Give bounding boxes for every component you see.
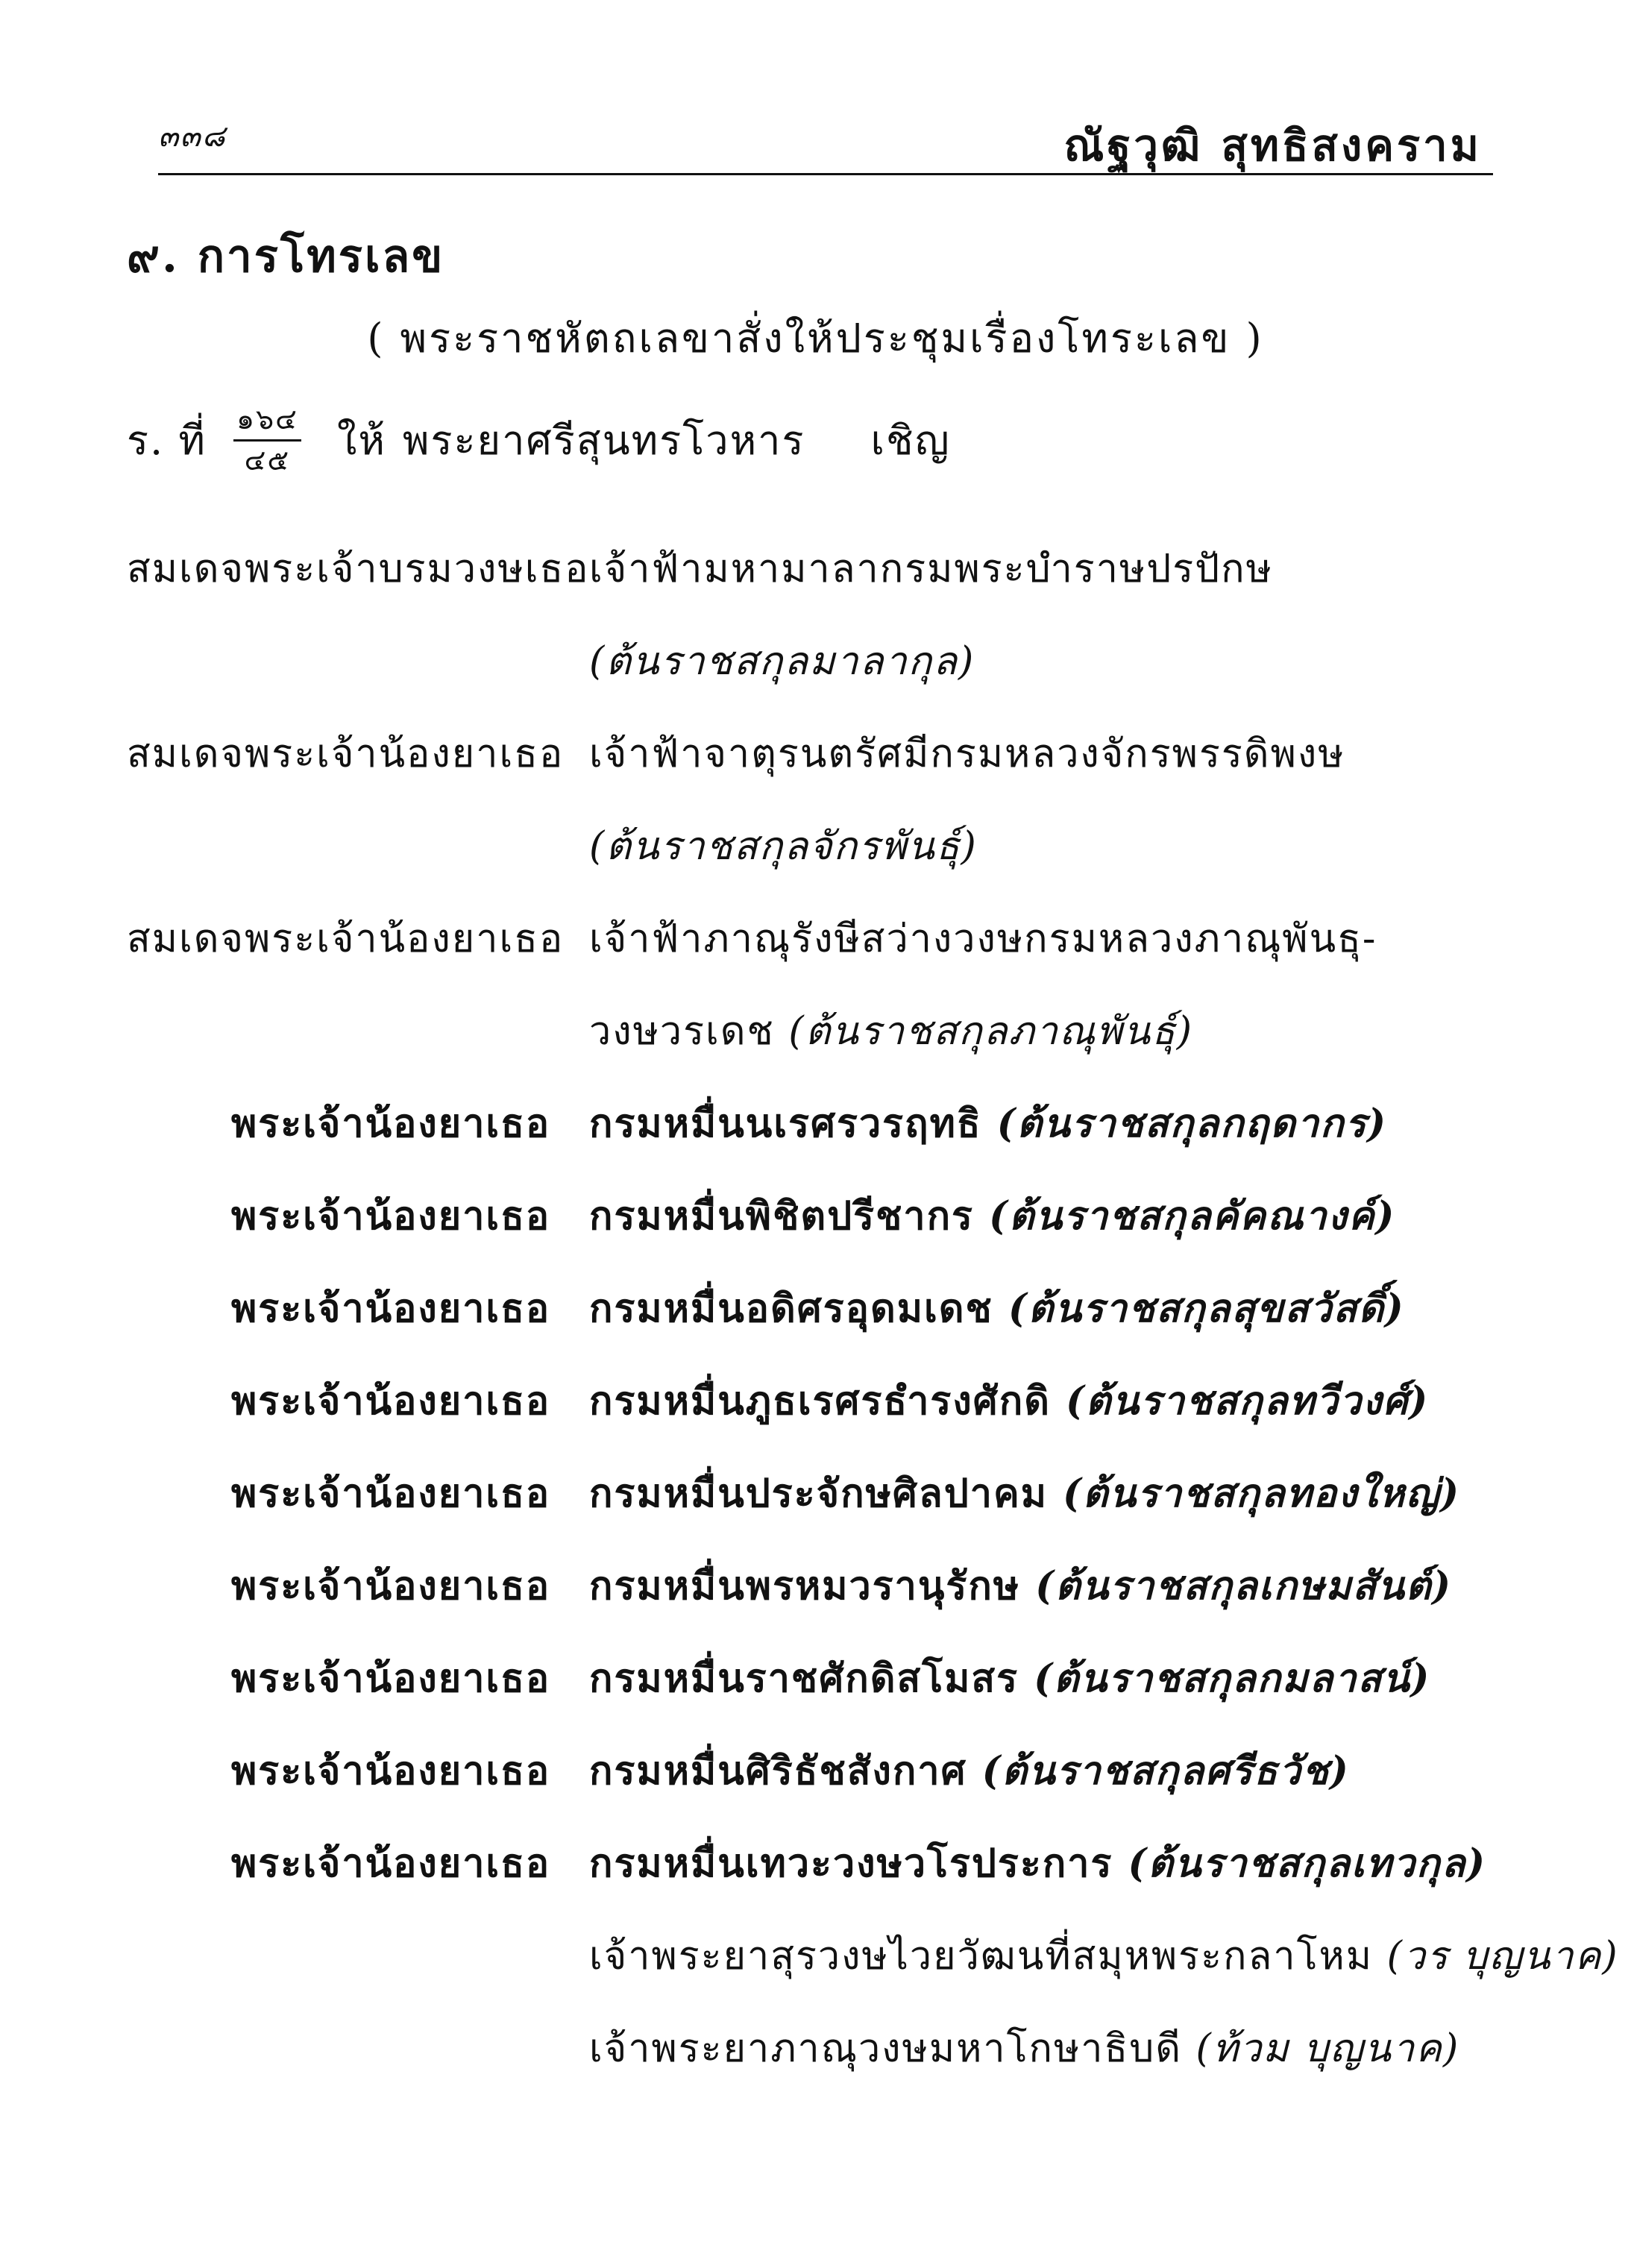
header-rule: [158, 173, 1493, 175]
entry-name: [589, 999, 1193, 1061]
reference-prefix: ร. ที่: [127, 417, 207, 464]
entry-lineage: (ต้นราชสกุลเทวกุล): [1128, 1841, 1487, 1886]
entry-lineage: (ต้นราชสกุลศรีธวัช): [981, 1748, 1350, 1794]
list-item: [0, 1077, 1631, 1169]
entry-name: [589, 1924, 1619, 1986]
entry-name: [589, 907, 1377, 969]
entry-name-text: กรมหมื่นเทวะวงษวโรประการ: [589, 1841, 1113, 1886]
entry-name-text: กรมหมื่นประจักษศิลปาคม: [589, 1471, 1049, 1516]
reference-action: เชิญ: [870, 417, 951, 464]
entry-name: [589, 1369, 1429, 1431]
entry-name: [589, 722, 1345, 784]
entry-name-text: เจ้าฟ้าภาณุรังษีสว่างวงษกรมหลวงภาณุพันธุ-: [589, 917, 1377, 961]
reference-line: [127, 388, 951, 492]
entry-title: สมเดจพระเจ้าน้องยาเธอ: [127, 917, 565, 961]
list-item: [0, 1909, 1631, 2002]
entry-list: [0, 522, 1631, 2094]
fraction-denominator: ๔๕: [244, 443, 291, 477]
list-item: [0, 707, 1631, 800]
fraction-numerator: ๑๖๔: [233, 403, 301, 442]
entry-lineage: (ต้นราชสกุลจักรพันธุ์): [589, 824, 978, 869]
list-item: [0, 1632, 1631, 1724]
entry-name: [589, 629, 975, 691]
list-item: [0, 800, 1631, 892]
entry-title: พระเจ้าน้องยาเธอ: [231, 1563, 551, 1609]
entry-name-text: เจ้าพระยาภาณุวงษมหาโกษาธิบดี: [589, 2026, 1182, 2071]
entry-lineage: (ต้นราชสกุลทวีวงศ์): [1066, 1378, 1430, 1424]
running-head: ณัฐวุฒิ สุทธิสงคราม: [1063, 120, 1482, 171]
entry-name-text: กรมหมื่นพิชิตปรีชากร: [589, 1193, 974, 1239]
entry-name-text: กรมหมื่นราชศักดิสโมสร: [589, 1656, 1019, 1701]
entry-lineage: (ต้นราชสกุลมาลากุล): [589, 639, 975, 684]
entry-name: [589, 1092, 1387, 1154]
entry-name: [589, 1277, 1405, 1339]
list-item: [0, 1724, 1631, 1817]
entry-title: พระเจ้าน้องยาเธอ: [231, 1748, 551, 1794]
entry-name: [589, 1462, 1460, 1524]
entry-name-text: เจ้าฟ้าจาตุรนตรัศมีกรมหลวงจักรพรรดิพงษ: [589, 732, 1345, 776]
entry-name: [589, 2017, 1459, 2079]
entry-title: พระเจ้าน้องยาเธอ: [231, 1101, 551, 1146]
list-item: [0, 1817, 1631, 1909]
reference-verb: ให้: [336, 417, 386, 464]
entry-lineage: (ต้นราชสกุลคัคณางค์): [989, 1193, 1396, 1239]
entry-title: พระเจ้าน้องยาเธอ: [231, 1471, 551, 1516]
entry-title: สมเดจพระเจ้าบรมวงษเธอ: [127, 547, 590, 591]
list-item: [0, 1169, 1631, 1262]
entry-name-text: เจ้าพระยาสุรวงษไวยวัฒนที่สมุหพระกลาโหม: [589, 1934, 1374, 1979]
section-subtitle: ( พระราชหัตถเลขาสั่งให้ประชุมเรื่องโทระเลข ): [367, 315, 1264, 362]
entry-title: พระเจ้าน้องยาเธอ: [231, 1286, 551, 1331]
entry-name: [589, 1647, 1430, 1709]
reference-person: พระยาศรีสุนทรโวหาร: [402, 417, 805, 464]
entry-lineage: (ต้นราชสกุลเกษมสันต์): [1035, 1563, 1453, 1609]
list-item: [0, 1354, 1631, 1447]
entry-title: พระเจ้าน้องยาเธอ: [231, 1193, 551, 1239]
entry-title: พระเจ้าน้องยาเธอ: [231, 1378, 551, 1424]
section-title: ๙. การโทรเลข: [127, 230, 445, 283]
entry-lineage: (ต้นราชสกุลกฤดากร): [996, 1101, 1388, 1146]
entry-name: [589, 1832, 1486, 1894]
list-item: [0, 1539, 1631, 1632]
entry-name-text: วงษวรเดช: [589, 1009, 775, 1054]
list-item: [0, 2002, 1631, 2094]
entry-lineage: (ต้นราชสกุลกมลาสน์): [1034, 1656, 1431, 1701]
entry-name: [589, 814, 978, 876]
entry-name-text: กรมหมื่นพรหมวรานุรักษ: [589, 1563, 1021, 1609]
entry-name-text: กรมหมื่นศิริธัชสังกาศ: [589, 1748, 967, 1794]
entry-name: [589, 1554, 1452, 1616]
entry-name-text: กรมหมื่นอดิศรอุดมเดช: [589, 1286, 993, 1331]
entry-name-text: กรมหมื่นภูธเรศรธำรงศักดิ: [589, 1378, 1051, 1424]
list-item: [0, 522, 1631, 615]
list-item: [0, 615, 1631, 707]
entry-title: สมเดจพระเจ้าน้องยาเธอ: [127, 732, 565, 776]
entry-name: [589, 1739, 1350, 1801]
entry-title: พระเจ้าน้องยาเธอ: [231, 1656, 551, 1701]
list-item: [0, 1262, 1631, 1354]
entry-lineage: (วร บุญนาค): [1386, 1934, 1619, 1979]
entry-lineage: (ต้นราชสกุลทองใหญ่): [1063, 1471, 1461, 1516]
entry-name-text: กรมหมื่นนเรศรวรฤทธิ: [589, 1101, 982, 1146]
list-item: [0, 984, 1631, 1077]
list-item: [0, 1447, 1631, 1539]
entry-title: พระเจ้าน้องยาเธอ: [231, 1841, 551, 1886]
entry-name: [589, 1184, 1395, 1246]
entry-lineage: (ท้วม บุญนาค): [1195, 2026, 1460, 2071]
list-item: [0, 892, 1631, 984]
entry-lineage: (ต้นราชสกุลภาณุพันธุ์): [788, 1009, 1194, 1054]
entry-name-text: เจ้าฟ้ามหามาลากรมพระบำราษปรปักษ: [589, 547, 1273, 591]
page-number: ๓๓๘: [158, 119, 227, 154]
entry-lineage: (ต้นราชสกุลสุขสวัสดิ์): [1008, 1286, 1405, 1331]
entry-name: [589, 537, 1273, 599]
reference-fraction: [233, 403, 301, 477]
